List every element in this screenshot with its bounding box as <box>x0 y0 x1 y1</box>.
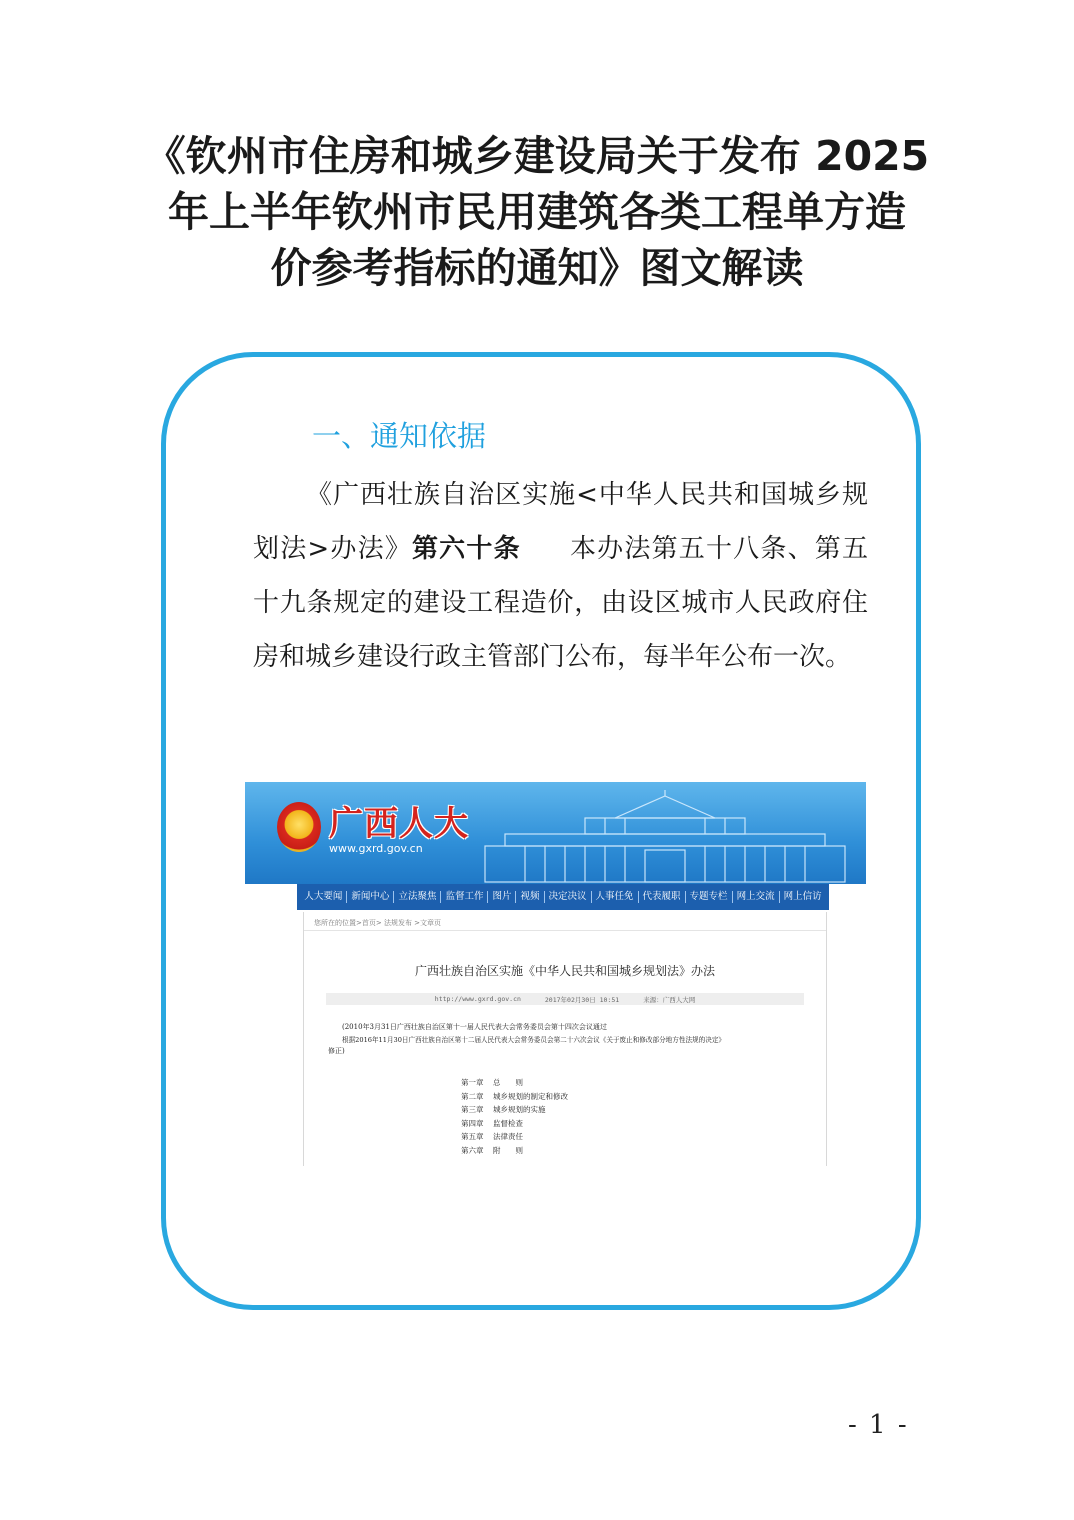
article-meta <box>326 993 804 1005</box>
nav-item: 视频 <box>516 891 544 903</box>
page-number: - 1 - <box>848 1410 909 1440</box>
table-of-contents <box>461 1076 568 1158</box>
article-title: 广西壮族自治区实施《中华人民共和国城乡规划法》办法 <box>414 964 715 978</box>
title-line: 价参考指标的通知》图文解读 <box>270 244 804 292</box>
nav-item: 专题专栏 <box>686 891 733 903</box>
article-number: 第六十条 <box>411 534 521 564</box>
building-illustration-icon <box>465 788 865 884</box>
preamble-line: (2010年3月31日广西壮族自治区第十一届人民代表大会常务委员会第十四次会议通过 <box>342 1023 607 1031</box>
meta-source: 来源：广西人大网 <box>643 995 696 1004</box>
nav-item: 人事任免 <box>592 891 639 903</box>
title-line: 年上半年钦州市民用建筑各类工程单方造 <box>168 188 906 236</box>
toc-item: 第三章 城乡规划的实施 <box>461 1105 546 1115</box>
breadcrumb: 您所在的位置>首页> 法规发布 >文章页 <box>314 919 442 927</box>
preamble-line: 根据2016年11月30日广西壮族自治区第十二届人民代表大会常务委员会第二十六次会议《关于废止和修改部分地方性法规的决定》 <box>342 1036 726 1044</box>
nav-item: 人大要闻 <box>300 891 347 903</box>
site-url: www.gxrd.gov.cn <box>329 842 423 855</box>
meta-date: 2017年02月30日 10:51 <box>544 995 620 1004</box>
meta-url: http://www.gxrd.gov.cn <box>434 995 521 1003</box>
article-page <box>303 912 827 1166</box>
site-name: 广西人大 <box>329 804 469 844</box>
document-title <box>80 128 994 296</box>
nav-item: 决定决议 <box>545 891 592 903</box>
section-body <box>253 468 868 684</box>
toc-item: 第四章 监督检查 <box>461 1118 523 1128</box>
preamble-line: 修正) <box>328 1047 345 1055</box>
nav-item: 图片 <box>488 891 516 903</box>
nav-item: 代表履职 <box>639 891 686 903</box>
toc-item: 第五章 法律责任 <box>461 1132 523 1142</box>
divider <box>304 930 826 931</box>
site-nav <box>297 884 829 910</box>
section-heading: 一、通知依据 <box>312 419 487 453</box>
toc-item: 第六章 附 则 <box>461 1145 523 1155</box>
national-emblem-icon <box>277 802 321 852</box>
nav-item: 网上信访 <box>783 891 822 902</box>
nav-item: 立法聚焦 <box>394 891 441 903</box>
title-line: 《钦州市住房和城乡建设局关于发布 2025 <box>144 132 930 180</box>
site-banner <box>245 782 866 884</box>
nav-item: 监督工作 <box>441 891 488 903</box>
nav-item: 新闻中心 <box>347 891 394 903</box>
article-text: 本办法第五十八条、第五十九条规定的建设工程造价，由设区城市人民政府住房和城乡建设行政主管部门公布，每半年公布一次。 <box>253 534 868 672</box>
nav-item: 网上交流 <box>733 891 780 903</box>
toc-item: 第二章 城乡规划的制定和修改 <box>461 1091 568 1101</box>
toc-item: 第一章 总 则 <box>461 1078 523 1087</box>
law-name: 《广西壮族自治区实施<中华人民共和国城乡规划法>办法》 <box>253 480 868 564</box>
website-screenshot <box>245 782 866 1166</box>
